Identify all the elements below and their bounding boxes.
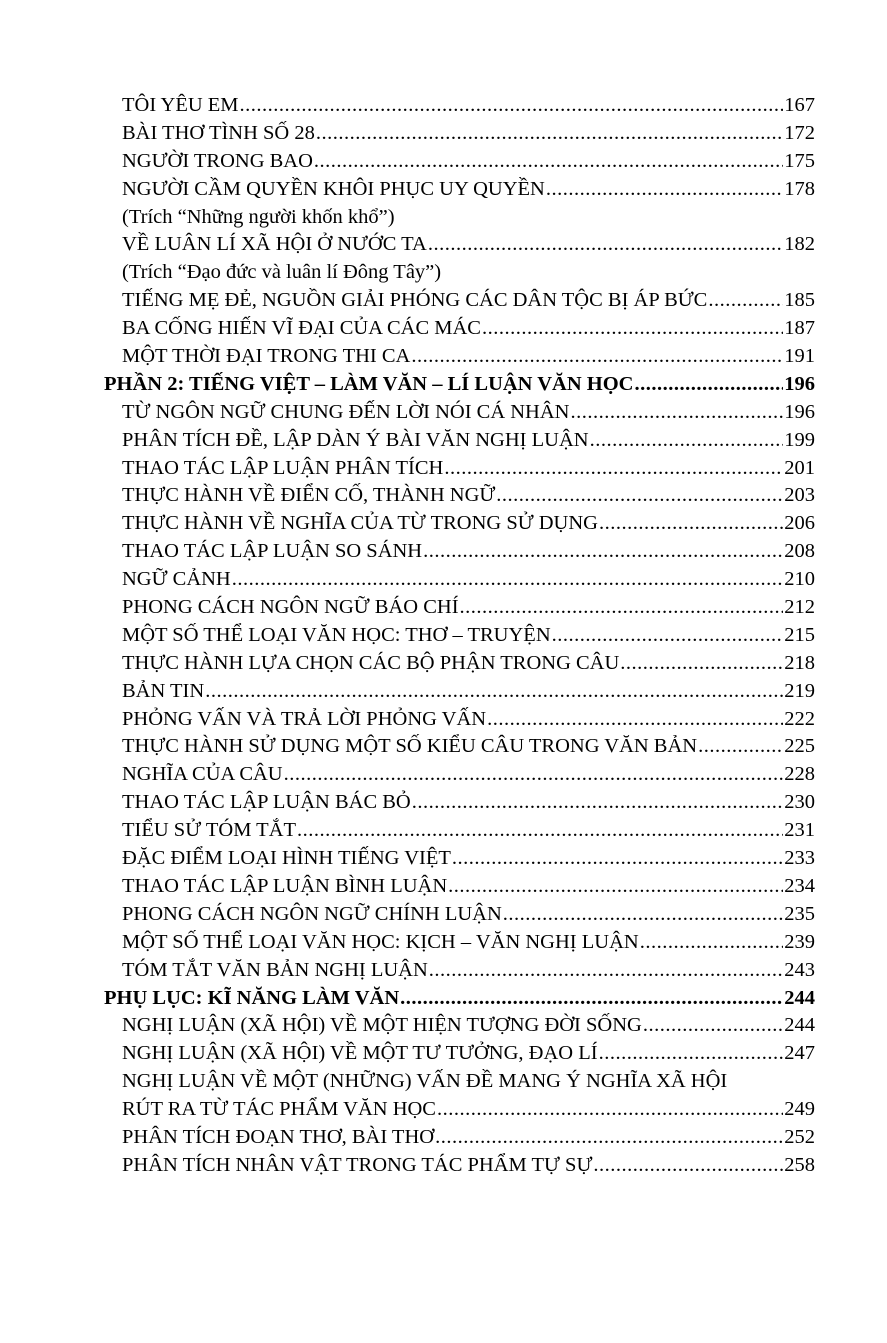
dot-leader [316,120,783,148]
toc-entry [104,873,815,901]
toc-entry-title: TIẾNG MẸ ĐẺ, NGUỒN GIẢI PHÓNG CÁC DÂN TỘC BỊ ÁP BỨC [122,289,708,312]
toc-entry [104,287,815,315]
toc-entry [104,678,815,706]
toc-page-number: 208 [784,540,815,563]
toc-entry [104,817,815,845]
dot-leader [482,315,783,343]
toc-section-heading [104,371,815,399]
toc-note-line [104,259,815,287]
toc-page-number: 215 [784,623,815,646]
dot-leader [698,733,783,761]
toc-entry-title: TỪ NGÔN NGỮ CHUNG ĐẾN LỜI NÓI CÁ NHÂN [122,400,570,423]
toc-page-number: 228 [784,763,815,786]
toc-page-number: 212 [784,596,815,619]
dot-leader [599,510,783,538]
toc-entry-title: TÓM TẮT VĂN BẢN NGHỊ LUẬN [122,958,428,981]
toc-page-number: 191 [784,345,815,368]
toc-page-number: 201 [784,456,815,479]
toc-entry-title: NGHỊ LUẬN (XÃ HỘI) VỀ MỘT TƯ TƯỞNG, ĐẠO LÍ [122,1042,598,1065]
dot-leader [546,176,783,204]
toc-entry [104,901,815,929]
toc-page-number: 210 [784,568,815,591]
toc-entry [104,650,815,678]
toc-note-line [104,1068,815,1096]
toc-page-number: 247 [784,1042,815,1065]
toc-entry-title: (Trích “Những người khốn khổ”) [122,205,395,228]
toc-entry [104,733,815,761]
dot-leader [437,1096,783,1124]
toc-entry-title: THAO TÁC LẬP LUẬN PHÂN TÍCH [122,456,444,479]
toc-page-number: 167 [784,94,815,116]
toc-page-number: 225 [784,735,815,758]
toc-page-number: 172 [784,121,815,144]
dot-leader [708,287,783,315]
dot-leader [570,399,783,427]
toc-page-number: 244 [784,986,815,1009]
toc-entry-title: PHONG CÁCH NGÔN NGỮ BÁO CHÍ [122,596,459,619]
toc-entry [104,92,815,120]
toc-page-number: 203 [784,484,815,507]
toc-entry-title: THỰC HÀNH VỀ ĐIỂN CỐ, THÀNH NGỮ [122,484,496,507]
toc-entry-title: PHÂN TÍCH NHÂN VẬT TRONG TÁC PHẨM TỰ SỰ [122,1153,593,1176]
toc-entry-title: THAO TÁC LẬP LUẬN BÁC BỎ [122,791,411,814]
dot-leader [640,929,784,957]
dot-leader [496,482,783,510]
dot-leader [411,343,783,371]
toc-entry-title: NGHỊ LUẬN VỀ MỘT (NHỮNG) VẤN ĐỀ MANG Ý NGHĨA XÃ HỘI [122,1070,728,1093]
dot-leader [423,538,783,566]
toc-entry [104,315,815,343]
toc-entry-title: RÚT RA TỪ TÁC PHẨM VĂN HỌC [122,1098,436,1121]
toc-entry [104,622,815,650]
toc-entry-title: (Trích “Đạo đức và luân lí Đông Tây”) [122,261,442,284]
toc-entry [104,957,815,985]
toc-entry [104,1124,815,1152]
toc-entry-title: NGỮ CẢNH [122,568,231,591]
toc-page-number: 231 [784,819,815,842]
toc-page-number: 235 [784,902,815,925]
dot-leader [435,1124,783,1152]
toc-entry-title: PHÂN TÍCH ĐỀ, LẬP DÀN Ý BÀI VĂN NGHỊ LUẬN [122,428,589,451]
toc-entry-title: TÔI YÊU EM [122,94,239,116]
toc-page-number: 219 [784,679,815,702]
toc-entry [104,929,815,957]
dot-leader [503,901,783,929]
dot-leader [599,1040,784,1068]
toc-entry [104,455,815,483]
dot-leader [429,957,783,985]
toc-entry [104,761,815,789]
toc-entry [104,706,815,734]
toc-entry-title: THỰC HÀNH LỰA CHỌN CÁC BỘ PHẬN TRONG CÂU [122,651,620,674]
toc-page-number: 187 [784,317,815,340]
dot-leader [552,622,784,650]
toc-entry-title: ĐẶC ĐIỂM LOẠI HÌNH TIẾNG VIỆT [122,847,451,870]
toc-page-number: 239 [784,930,815,953]
dot-leader [448,873,783,901]
toc-page-number: 252 [784,1125,815,1148]
toc-entry [104,1152,815,1180]
toc-page-number: 258 [784,1153,815,1176]
toc-entry [104,343,815,371]
toc-entry-title: PHONG CÁCH NGÔN NGỮ CHÍNH LUẬN [122,902,502,925]
toc-page-number: 243 [784,958,815,981]
toc-entry-title: PHẦN 2: TIẾNG VIỆT – LÀM VĂN – LÍ LUẬN VĂN HỌC [104,372,634,395]
dot-leader [643,1012,783,1040]
toc-page-number: 230 [784,791,815,814]
toc-entry [104,1040,815,1068]
toc-page-number: 249 [784,1098,815,1121]
dot-leader [284,761,784,789]
toc-entry-title: PHỎNG VẤN VÀ TRẢ LỜI PHỎNG VẤN [122,707,487,730]
toc-entry-title: MỘT SỐ THỂ LOẠI VĂN HỌC: KỊCH – VĂN NGHỊ LUẬN [122,930,639,953]
toc-entry-title: BẢN TIN [122,679,205,702]
dot-leader [400,985,783,1013]
dot-leader [428,231,783,259]
toc-page-number: 178 [784,177,815,200]
toc-entry-title: PHỤ LỤC: KĨ NĂNG LÀM VĂN [104,986,400,1009]
toc-page-number: 218 [784,651,815,674]
toc-entry [104,510,815,538]
toc-entry [104,566,815,594]
toc-entry [104,594,815,622]
toc-entry [104,399,815,427]
toc-note-line [104,204,815,232]
toc-entry-title: VỀ LUÂN LÍ XÃ HỘI Ở NƯỚC TA [122,233,427,256]
toc-page-number: 196 [784,400,815,423]
dot-leader [487,706,783,734]
dot-leader [232,566,784,594]
toc-page-number: 206 [784,512,815,535]
toc-entry-title: THAO TÁC LẬP LUẬN SO SÁNH [122,540,423,563]
toc-entry-title: NGHĨA CỦA CÂU [122,763,283,786]
toc-entry-title: THỰC HÀNH VỀ NGHĨA CỦA TỪ TRONG SỬ DỤNG [122,512,598,535]
toc-entry [104,120,815,148]
toc-entry [104,789,815,817]
toc-entry-title: MỘT THỜI ĐẠI TRONG THI CA [122,345,411,368]
toc-page-number: 222 [784,707,815,730]
dot-leader [590,427,784,455]
dot-leader [314,148,783,176]
toc-entry [104,176,815,204]
toc-entry-title: BÀI THƠ TÌNH SỐ 28 [122,121,315,144]
toc-entry [104,231,815,259]
toc-page-number: 244 [784,1014,815,1037]
dot-leader [444,455,783,483]
toc-entry-title: MỘT SỐ THỂ LOẠI VĂN HỌC: THƠ – TRUYỆN [122,623,551,646]
dot-leader [452,845,783,873]
toc-section-heading [104,985,815,1013]
dot-leader [634,371,783,399]
toc-entry-title: NGƯỜI CẦM QUYỀN KHÔI PHỤC UY QUYỀN [122,177,545,200]
table-of-contents [104,92,815,1180]
toc-page-number: 199 [784,428,815,451]
toc-entry-title: TIỂU SỬ TÓM TẮT [122,819,297,842]
toc-entry [104,1096,815,1124]
toc-entry-title: BA CỐNG HIẾN VĨ ĐẠI CỦA CÁC MÁC [122,317,481,340]
toc-entry-title: PHÂN TÍCH ĐOẠN THƠ, BÀI THƠ [122,1125,435,1148]
toc-entry-title: NGƯỜI TRONG BAO [122,149,313,172]
toc-entry [104,482,815,510]
dot-leader [593,1152,783,1180]
toc-page-number: 196 [784,372,815,395]
toc-page-number: 185 [784,289,815,312]
dot-leader [240,92,784,120]
toc-page-number: 182 [784,233,815,256]
toc-entry-title: THAO TÁC LẬP LUẬN BÌNH LUẬN [122,874,448,897]
toc-page-number: 233 [784,847,815,870]
toc-entry [104,538,815,566]
toc-entry [104,845,815,873]
toc-entry-title: NGHỊ LUẬN (XÃ HỘI) VỀ MỘT HIỆN TƯỢNG ĐỜI SỐNG [122,1014,642,1037]
dot-leader [205,678,783,706]
dot-leader [620,650,783,678]
toc-page-number: 234 [784,874,815,897]
dot-leader [297,817,783,845]
dot-leader [460,594,784,622]
dot-leader [412,789,784,817]
toc-entry-title: THỰC HÀNH SỬ DỤNG MỘT SỐ KIỂU CÂU TRONG VĂN BẢN [122,735,698,758]
toc-page-number: 175 [784,149,815,172]
toc-entry [104,1012,815,1040]
toc-entry [104,427,815,455]
toc-entry [104,148,815,176]
